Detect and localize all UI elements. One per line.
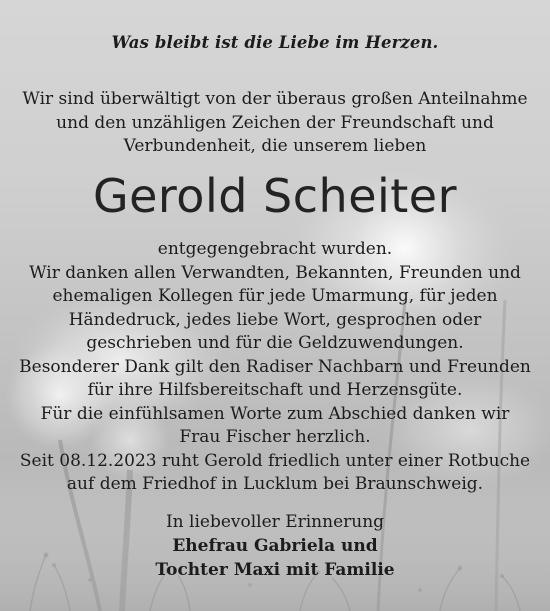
signoff-name: Tochter Maxi mit Familie	[155, 560, 395, 580]
thanks-line: Frau Fischer herzlich.	[179, 427, 371, 447]
thanks-line: geschrieben und für die Geldzuwendungen.	[86, 333, 464, 353]
thanks-line: Händedruck, jedes liebe Wort, gesprochen oder	[68, 309, 482, 330]
deceased-name: Gerold Scheiter	[92, 169, 458, 223]
thanks-line: Besonderer Dank gilt den Radiser Nachbarn und Freunden	[19, 356, 531, 377]
thanks-line: auf dem Friedhof in Lucklum bei Braunschweig.	[66, 474, 484, 494]
intro-paragraph	[0, 88, 550, 159]
signoff	[0, 510, 550, 582]
thanks-line: entgegengebracht wurden.	[157, 239, 393, 259]
intro-line: Verbundenheit, die unserem lieben	[123, 136, 427, 156]
intro-line: und den unzähligen Zeichen der Freundschaft und	[56, 112, 494, 133]
thanks-paragraph	[0, 238, 550, 497]
thanks-line: Seit 08.12.2023 ruht Gerold friedlich unter einer Rotbuche	[19, 450, 531, 471]
thanks-line: Wir danken allen Verwandten, Bekannten, Freunden und	[29, 262, 521, 283]
thanks-line: Für die einfühlsamen Worte zum Abschied danken wir	[40, 403, 510, 424]
signoff-name: Ehefrau Gabriela und	[172, 536, 378, 556]
signoff-intro: In liebevoller Erinnerung	[165, 512, 385, 532]
thanks-line: für ihre Hilfsbereitschaft und Herzensgüte.	[87, 380, 463, 400]
motto-heading: Was bleibt ist die Liebe im Herzen.	[111, 33, 439, 52]
thanks-line: ehemaligen Kollegen für jede Umarmung, für jeden	[52, 286, 498, 306]
intro-line: Wir sind überwältigt von der überaus großen Anteilnahme	[22, 89, 528, 109]
